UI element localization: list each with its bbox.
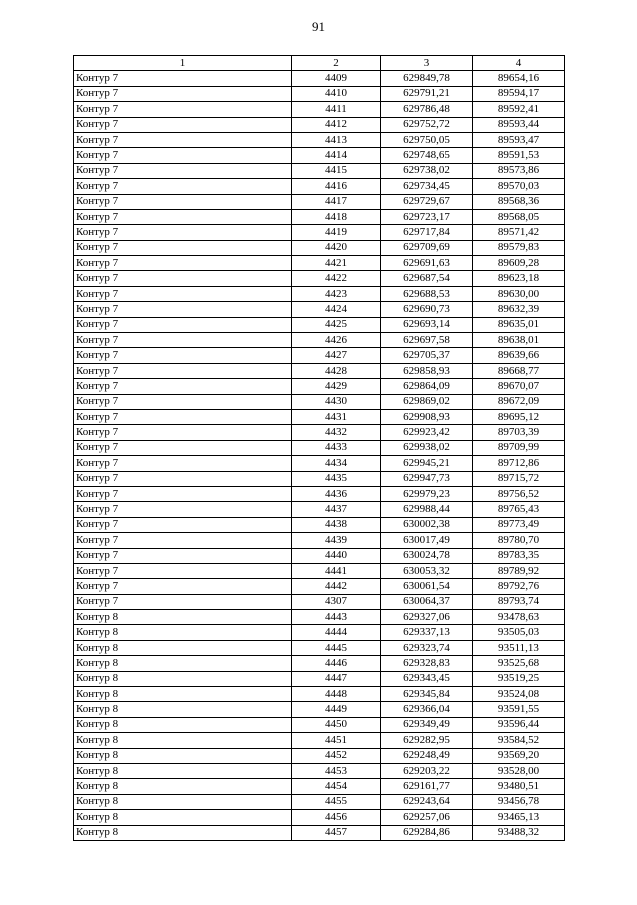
table-row [74,163,565,178]
point-number-cell: 4429 [292,379,381,394]
x-coordinate-cell: 629947,73 [381,471,473,486]
coordinates-table [73,55,565,841]
table-row [74,656,565,671]
table-row [74,579,565,594]
point-number-cell: 4433 [292,440,381,455]
y-coordinate-cell: 93456,78 [473,794,565,809]
y-coordinate-cell: 93480,51 [473,779,565,794]
table-row [74,594,565,609]
contour-cell: Контур 8 [74,610,292,625]
point-number-cell: 4437 [292,502,381,517]
y-coordinate-cell: 89635,01 [473,317,565,332]
x-coordinate-cell: 629349,49 [381,717,473,732]
contour-cell: Контур 8 [74,748,292,763]
point-number-cell: 4445 [292,640,381,655]
x-coordinate-cell: 629979,23 [381,486,473,501]
contour-cell: Контур 7 [74,456,292,471]
point-number-cell: 4455 [292,794,381,809]
point-number-cell: 4420 [292,240,381,255]
y-coordinate-cell: 89593,44 [473,117,565,132]
table-row [74,256,565,271]
table-row [74,733,565,748]
y-coordinate-cell: 89792,76 [473,579,565,594]
table-row [74,71,565,86]
contour-cell: Контур 7 [74,502,292,517]
table-row [74,563,565,578]
point-number-cell: 4443 [292,610,381,625]
contour-cell: Контур 7 [74,394,292,409]
contour-cell: Контур 7 [74,102,292,117]
table-row [74,209,565,224]
x-coordinate-cell: 629366,04 [381,702,473,717]
point-number-cell: 4439 [292,533,381,548]
contour-cell: Контур 7 [74,132,292,147]
x-coordinate-cell: 630064,37 [381,594,473,609]
y-coordinate-cell: 89609,28 [473,256,565,271]
x-coordinate-cell: 629908,93 [381,409,473,424]
y-coordinate-cell: 93478,63 [473,610,565,625]
point-number-cell: 4418 [292,209,381,224]
point-number-cell: 4416 [292,179,381,194]
point-number-cell: 4442 [292,579,381,594]
table-row [74,687,565,702]
table-row [74,425,565,440]
contour-cell: Контур 8 [74,810,292,825]
y-coordinate-cell: 89568,05 [473,209,565,224]
table-row [74,363,565,378]
table-row [74,671,565,686]
contour-cell: Контур 7 [74,317,292,332]
point-number-cell: 4413 [292,132,381,147]
x-coordinate-cell: 629705,37 [381,348,473,363]
contour-cell: Контур 7 [74,363,292,378]
y-coordinate-cell: 89630,00 [473,286,565,301]
point-number-cell: 4415 [292,163,381,178]
point-number-cell: 4410 [292,86,381,101]
x-coordinate-cell: 629697,58 [381,333,473,348]
table-row [74,517,565,532]
point-number-cell: 4441 [292,563,381,578]
column-header-4: 4 [473,56,565,71]
x-coordinate-cell: 629709,69 [381,240,473,255]
contour-cell: Контур 7 [74,579,292,594]
x-coordinate-cell: 630017,49 [381,533,473,548]
table-row [74,640,565,655]
point-number-cell: 4417 [292,194,381,209]
table-row [74,132,565,147]
x-coordinate-cell: 629693,14 [381,317,473,332]
x-coordinate-cell: 629688,53 [381,286,473,301]
y-coordinate-cell: 89639,66 [473,348,565,363]
y-coordinate-cell: 93505,03 [473,625,565,640]
y-coordinate-cell: 89695,12 [473,409,565,424]
y-coordinate-cell: 89571,42 [473,225,565,240]
x-coordinate-cell: 629734,45 [381,179,473,194]
contour-cell: Контур 7 [74,486,292,501]
table-row [74,502,565,517]
table-row [74,286,565,301]
x-coordinate-cell: 629323,74 [381,640,473,655]
contour-cell: Контур 7 [74,163,292,178]
x-coordinate-cell: 630053,32 [381,563,473,578]
point-number-cell: 4307 [292,594,381,609]
contour-cell: Контур 7 [74,194,292,209]
x-coordinate-cell: 629327,06 [381,610,473,625]
y-coordinate-cell: 89654,16 [473,71,565,86]
y-coordinate-cell: 89783,35 [473,548,565,563]
point-number-cell: 4432 [292,425,381,440]
point-number-cell: 4447 [292,671,381,686]
point-number-cell: 4438 [292,517,381,532]
x-coordinate-cell: 629343,45 [381,671,473,686]
contour-cell: Контур 7 [74,302,292,317]
y-coordinate-cell: 89593,47 [473,132,565,147]
y-coordinate-cell: 93488,32 [473,825,565,840]
table-header-row [74,56,565,71]
table-row [74,271,565,286]
y-coordinate-cell: 89623,18 [473,271,565,286]
table-row [74,810,565,825]
table-row [74,194,565,209]
x-coordinate-cell: 629748,65 [381,148,473,163]
x-coordinate-cell: 629752,72 [381,117,473,132]
y-coordinate-cell: 89765,43 [473,502,565,517]
table-row [74,117,565,132]
contour-cell: Контур 7 [74,225,292,240]
x-coordinate-cell: 629161,77 [381,779,473,794]
y-coordinate-cell: 93596,44 [473,717,565,732]
table-row [74,225,565,240]
x-coordinate-cell: 629738,02 [381,163,473,178]
table-row [74,794,565,809]
contour-cell: Контур 7 [74,333,292,348]
point-number-cell: 4440 [292,548,381,563]
contour-cell: Контур 7 [74,548,292,563]
table-row [74,348,565,363]
table-body [74,71,565,841]
x-coordinate-cell: 629337,13 [381,625,473,640]
table-row [74,409,565,424]
table-row [74,717,565,732]
table-row [74,548,565,563]
table-row [74,86,565,101]
y-coordinate-cell: 93511,13 [473,640,565,655]
point-number-cell: 4421 [292,256,381,271]
point-number-cell: 4448 [292,687,381,702]
point-number-cell: 4456 [292,810,381,825]
x-coordinate-cell: 630002,38 [381,517,473,532]
y-coordinate-cell: 89638,01 [473,333,565,348]
contour-cell: Контур 7 [74,117,292,132]
table-row [74,486,565,501]
x-coordinate-cell: 629328,83 [381,656,473,671]
contour-cell: Контур 8 [74,656,292,671]
table-row [74,379,565,394]
point-number-cell: 4449 [292,702,381,717]
x-coordinate-cell: 629786,48 [381,102,473,117]
point-number-cell: 4423 [292,286,381,301]
x-coordinate-cell: 629687,54 [381,271,473,286]
x-coordinate-cell: 629945,21 [381,456,473,471]
table-row [74,533,565,548]
contour-cell: Контур 7 [74,286,292,301]
table-row [74,440,565,455]
y-coordinate-cell: 89715,72 [473,471,565,486]
contour-cell: Контур 7 [74,179,292,194]
contour-cell: Контур 7 [74,379,292,394]
table-row [74,456,565,471]
x-coordinate-cell: 629849,78 [381,71,473,86]
contour-cell: Контур 7 [74,71,292,86]
contour-cell: Контур 7 [74,425,292,440]
y-coordinate-cell: 93465,13 [473,810,565,825]
point-number-cell: 4424 [292,302,381,317]
x-coordinate-cell: 629864,09 [381,379,473,394]
y-coordinate-cell: 89568,36 [473,194,565,209]
x-coordinate-cell: 629723,17 [381,209,473,224]
y-coordinate-cell: 89591,53 [473,148,565,163]
contour-cell: Контур 7 [74,209,292,224]
contour-cell: Контур 7 [74,471,292,486]
column-header-3: 3 [381,56,473,71]
y-coordinate-cell: 93584,52 [473,733,565,748]
y-coordinate-cell: 89712,86 [473,456,565,471]
contour-cell: Контур 8 [74,687,292,702]
table-row [74,333,565,348]
contour-cell: Контур 7 [74,594,292,609]
y-coordinate-cell: 89672,09 [473,394,565,409]
point-number-cell: 4453 [292,763,381,778]
y-coordinate-cell: 89570,03 [473,179,565,194]
x-coordinate-cell: 629690,73 [381,302,473,317]
point-number-cell: 4444 [292,625,381,640]
contour-cell: Контур 8 [74,825,292,840]
table-row [74,471,565,486]
table-row [74,102,565,117]
point-number-cell: 4427 [292,348,381,363]
contour-cell: Контур 7 [74,563,292,578]
x-coordinate-cell: 629858,93 [381,363,473,378]
x-coordinate-cell: 629282,95 [381,733,473,748]
contour-cell: Контур 8 [74,702,292,717]
y-coordinate-cell: 93525,68 [473,656,565,671]
y-coordinate-cell: 89703,39 [473,425,565,440]
point-number-cell: 4431 [292,409,381,424]
point-number-cell: 4430 [292,394,381,409]
table-row [74,625,565,640]
contour-cell: Контур 7 [74,533,292,548]
table-row [74,302,565,317]
x-coordinate-cell: 629938,02 [381,440,473,455]
x-coordinate-cell: 629750,05 [381,132,473,147]
contour-cell: Контур 8 [74,779,292,794]
point-number-cell: 4450 [292,717,381,732]
x-coordinate-cell: 629284,86 [381,825,473,840]
point-number-cell: 4446 [292,656,381,671]
table-row [74,240,565,255]
contour-cell: Контур 7 [74,440,292,455]
x-coordinate-cell: 630024,78 [381,548,473,563]
y-coordinate-cell: 89592,41 [473,102,565,117]
y-coordinate-cell: 89594,17 [473,86,565,101]
point-number-cell: 4419 [292,225,381,240]
table-row [74,748,565,763]
contour-cell: Контур 7 [74,148,292,163]
point-number-cell: 4457 [292,825,381,840]
x-coordinate-cell: 629988,44 [381,502,473,517]
x-coordinate-cell: 629869,02 [381,394,473,409]
table-row [74,179,565,194]
table-row [74,825,565,840]
table-row [74,702,565,717]
table-row [74,317,565,332]
x-coordinate-cell: 629691,63 [381,256,473,271]
y-coordinate-cell: 89756,52 [473,486,565,501]
x-coordinate-cell: 629248,49 [381,748,473,763]
point-number-cell: 4434 [292,456,381,471]
table-row [74,148,565,163]
y-coordinate-cell: 89579,83 [473,240,565,255]
y-coordinate-cell: 89793,74 [473,594,565,609]
y-coordinate-cell: 89573,86 [473,163,565,178]
contour-cell: Контур 8 [74,671,292,686]
contour-cell: Контур 7 [74,348,292,363]
contour-cell: Контур 7 [74,517,292,532]
contour-cell: Контур 7 [74,409,292,424]
point-number-cell: 4425 [292,317,381,332]
column-header-1: 1 [74,56,292,71]
contour-cell: Контур 7 [74,256,292,271]
x-coordinate-cell: 629345,84 [381,687,473,702]
contour-cell: Контур 8 [74,640,292,655]
y-coordinate-cell: 93569,20 [473,748,565,763]
contour-cell: Контур 7 [74,86,292,101]
y-coordinate-cell: 93519,25 [473,671,565,686]
y-coordinate-cell: 89780,70 [473,533,565,548]
y-coordinate-cell: 93591,55 [473,702,565,717]
table-row [74,779,565,794]
point-number-cell: 4426 [292,333,381,348]
table-row [74,763,565,778]
point-number-cell: 4409 [292,71,381,86]
y-coordinate-cell: 93528,00 [473,763,565,778]
x-coordinate-cell: 629257,06 [381,810,473,825]
point-number-cell: 4451 [292,733,381,748]
x-coordinate-cell: 629791,21 [381,86,473,101]
point-number-cell: 4412 [292,117,381,132]
contour-cell: Контур 8 [74,733,292,748]
y-coordinate-cell: 89789,92 [473,563,565,578]
x-coordinate-cell: 629717,84 [381,225,473,240]
contour-cell: Контур 7 [74,271,292,286]
contour-cell: Контур 8 [74,625,292,640]
column-header-2: 2 [292,56,381,71]
contour-cell: Контур 7 [74,240,292,255]
point-number-cell: 4411 [292,102,381,117]
point-number-cell: 4414 [292,148,381,163]
y-coordinate-cell: 89773,49 [473,517,565,532]
point-number-cell: 4436 [292,486,381,501]
contour-cell: Контур 8 [74,763,292,778]
point-number-cell: 4428 [292,363,381,378]
x-coordinate-cell: 629729,67 [381,194,473,209]
contour-cell: Контур 8 [74,717,292,732]
x-coordinate-cell: 630061,54 [381,579,473,594]
table-row [74,610,565,625]
x-coordinate-cell: 629243,64 [381,794,473,809]
x-coordinate-cell: 629203,22 [381,763,473,778]
point-number-cell: 4452 [292,748,381,763]
y-coordinate-cell: 89709,99 [473,440,565,455]
table-row [74,394,565,409]
page-number: 91 [312,19,325,34]
point-number-cell: 4422 [292,271,381,286]
point-number-cell: 4435 [292,471,381,486]
x-coordinate-cell: 629923,42 [381,425,473,440]
contour-cell: Контур 8 [74,794,292,809]
y-coordinate-cell: 93524,08 [473,687,565,702]
point-number-cell: 4454 [292,779,381,794]
y-coordinate-cell: 89632,39 [473,302,565,317]
y-coordinate-cell: 89670,07 [473,379,565,394]
y-coordinate-cell: 89668,77 [473,363,565,378]
